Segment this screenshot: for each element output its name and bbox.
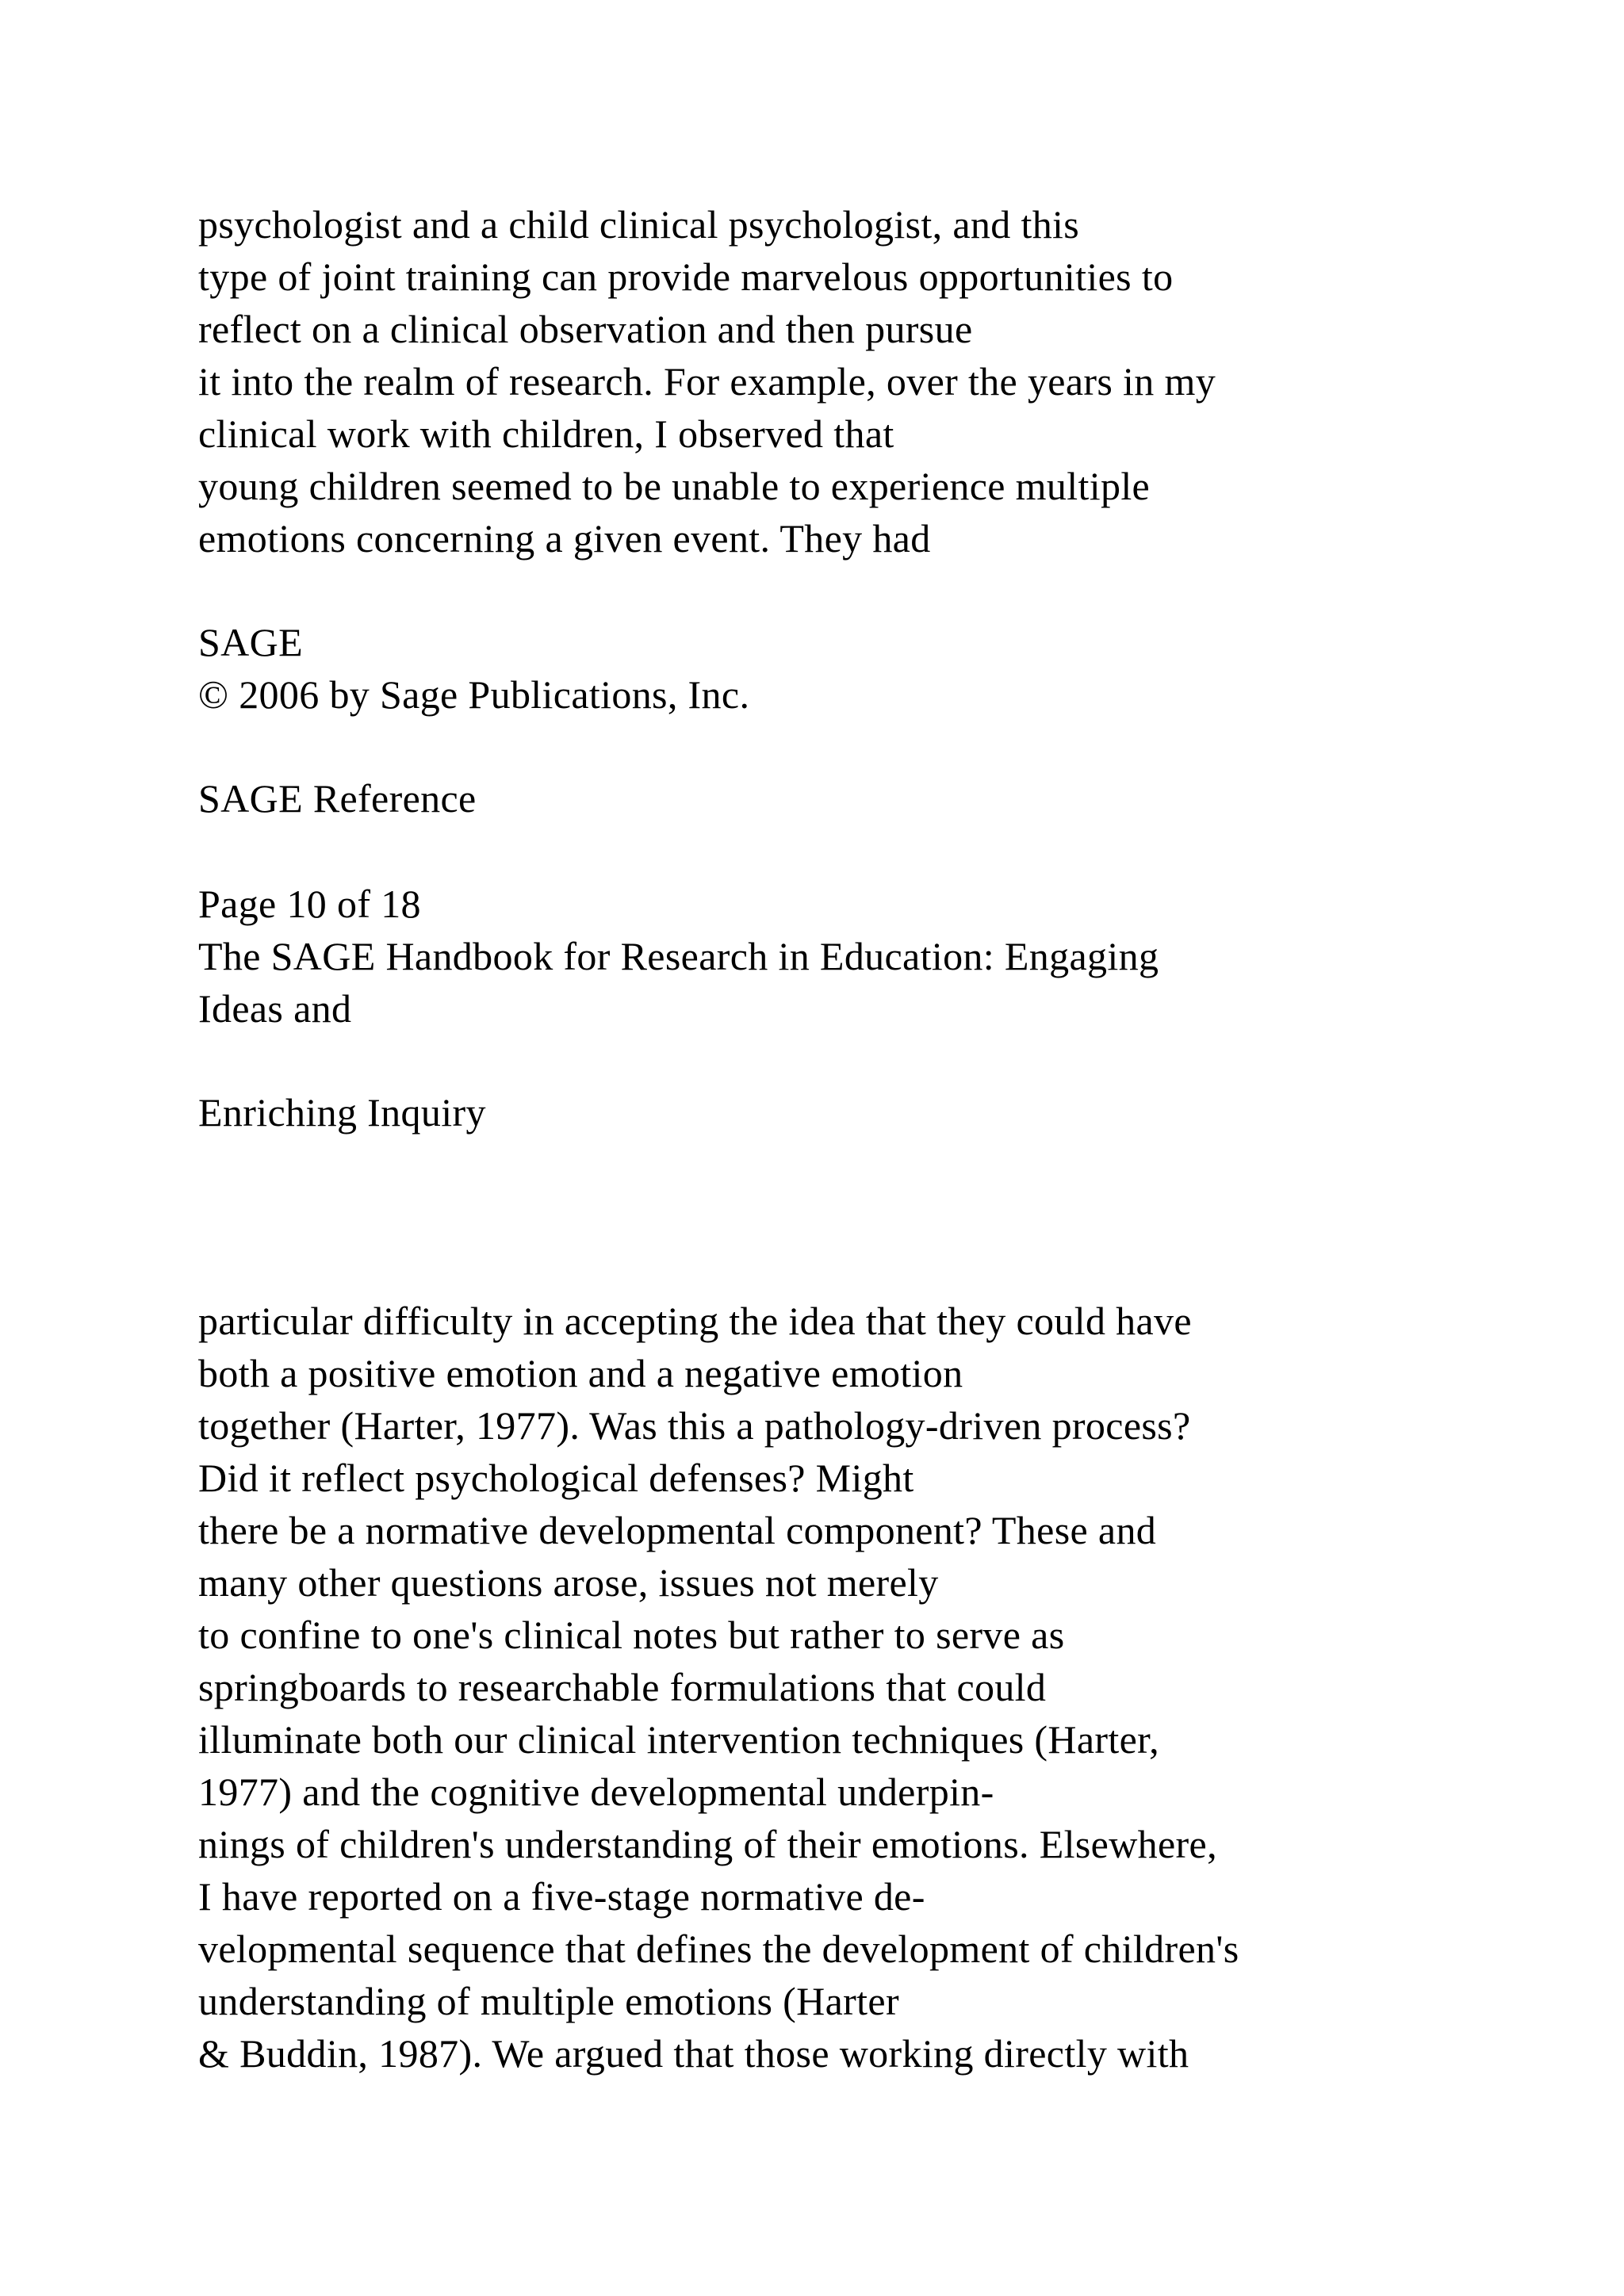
copyright-notice: © 2006 by Sage Publications, Inc. xyxy=(198,672,750,717)
text-line: I have reported on a five-stage normative de- xyxy=(198,1874,925,1919)
book-title-line: Enriching Inquiry xyxy=(198,1090,486,1135)
text-line: & Buddin, 1987). We argued that those working directly with xyxy=(198,2031,1189,2076)
text-line: particular difficulty in accepting the idea that they could have xyxy=(198,1299,1192,1343)
text-line: it into the realm of research. For example, over the years in my xyxy=(198,359,1216,404)
text-line: young children seemed to be unable to experience multiple xyxy=(198,464,1151,508)
text-line: 1977) and the cognitive developmental underpin- xyxy=(198,1770,994,1814)
text-line: velopmental sequence that defines the development of children's xyxy=(198,1927,1239,1971)
text-line: clinical work with children, I observed that xyxy=(198,411,894,456)
book-title-line: Ideas and xyxy=(198,986,352,1031)
text-line: illuminate both our clinical intervention techniques (Harter, xyxy=(198,1717,1160,1762)
text-line: Did it reflect psychological defenses? Might xyxy=(198,1456,914,1500)
text-line: nings of children's understanding of their emotions. Elsewhere, xyxy=(198,1822,1217,1866)
text-line: psychologist and a child clinical psychologist, and this xyxy=(198,202,1080,247)
reference-label: SAGE Reference xyxy=(198,776,477,821)
text-line: springboards to researchable formulations that could xyxy=(198,1665,1047,1709)
text-line: many other questions arose, issues not merely xyxy=(198,1560,939,1605)
text-line: to confine to one's clinical notes but rather to serve as xyxy=(198,1613,1065,1657)
text-line: both a positive emotion and a negative emotion xyxy=(198,1351,963,1395)
text-line: together (Harter, 1977). Was this a pathology-driven process? xyxy=(198,1403,1191,1448)
text-line: emotions concerning a given event. They had xyxy=(198,516,931,561)
page-number: Page 10 of 18 xyxy=(198,882,421,926)
text-line: type of joint training can provide marvelous opportunities to xyxy=(198,254,1174,299)
book-title-line: The SAGE Handbook for Research in Education: Engaging xyxy=(198,934,1159,978)
text-line: there be a normative developmental component? These and xyxy=(198,1508,1157,1552)
text-line: understanding of multiple emotions (Harter xyxy=(198,1979,899,2023)
text-line: reflect on a clinical observation and then pursue xyxy=(198,307,973,351)
publisher-name: SAGE xyxy=(198,620,303,664)
